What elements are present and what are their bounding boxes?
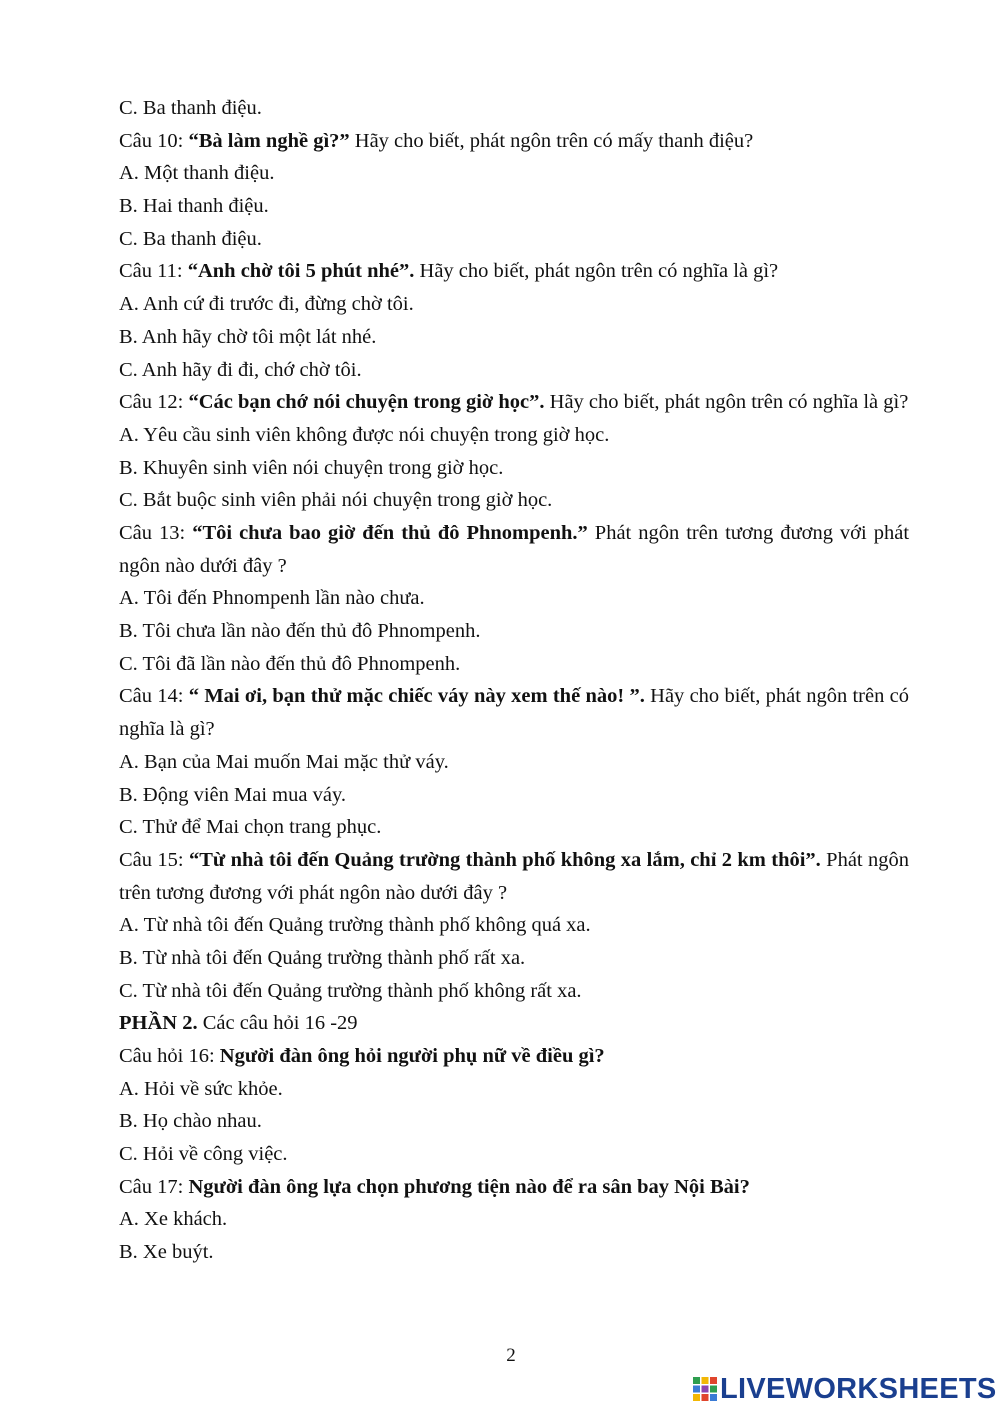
liveworksheets-logo-icon bbox=[692, 1376, 718, 1402]
text-line-q10a bbox=[119, 157, 909, 190]
text-span: A. Từ nhà tôi đến Quảng trường thành phố không quá xa. bbox=[119, 914, 591, 937]
text-span: A. Bạn của Mai muốn Mai mặc thử váy. bbox=[119, 750, 449, 773]
text-line-q16c bbox=[119, 1138, 909, 1171]
text-line-q17 bbox=[119, 1171, 909, 1204]
text-line-q12b bbox=[119, 452, 909, 485]
text-line-q12a bbox=[119, 419, 909, 452]
text-span: Phát ngôn trên tương đương với phát ngôn nào dưới đây ? bbox=[119, 521, 910, 577]
text-line-q10b bbox=[119, 190, 909, 223]
text-span: B. Xe buýt. bbox=[119, 1241, 214, 1264]
text-span: B. Động viên Mai mua váy. bbox=[119, 783, 346, 806]
text-span: A. Một thanh điệu. bbox=[119, 162, 275, 185]
text-span: Hãy cho biết, phát ngôn trên có nghĩa là gì? bbox=[119, 685, 909, 741]
text-line-q10 bbox=[119, 125, 909, 158]
text-span: B. Họ chào nhau. bbox=[119, 1110, 262, 1133]
text-span: Hãy cho biết, phát ngôn trên có nghĩa là gì? bbox=[414, 260, 779, 283]
text-span: PHẦN 2. bbox=[119, 1012, 198, 1035]
text-span: “ Mai ơi, bạn thử mặc chiếc váy này xem thế nào! ”. bbox=[188, 685, 645, 708]
text-span: C. Tôi đã lần nào đến thủ đô Phnompenh. bbox=[119, 652, 461, 675]
text-line-q15b bbox=[119, 942, 909, 975]
text-span: Người đàn ông lựa chọn phương tiện nào để ra sân bay Nội Bài? bbox=[188, 1175, 750, 1198]
text-line-q14a bbox=[119, 746, 909, 779]
text-span: Câu 10: bbox=[119, 129, 189, 152]
text-span: Câu 13: bbox=[119, 521, 193, 544]
text-span: A. Hỏi về sức khỏe. bbox=[119, 1077, 283, 1100]
text-span: Các câu hỏi 16 -29 bbox=[197, 1012, 358, 1035]
text-line-q12 bbox=[119, 386, 909, 419]
text-span: “Từ nhà tôi đến Quảng trường thành phố không xa lắm, chỉ 2 km thôi”. bbox=[188, 848, 821, 871]
text-span: B. Khuyên sinh viên nói chuyện trong giờ học. bbox=[119, 456, 504, 479]
text-line-q14 bbox=[119, 680, 909, 745]
text-line-q10c bbox=[119, 223, 909, 256]
text-line-q11b bbox=[119, 321, 909, 354]
text-span: C. Thử để Mai chọn trang phục. bbox=[119, 816, 382, 839]
text-line-q13b bbox=[119, 615, 909, 648]
text-span: B. Hai thanh điệu. bbox=[119, 195, 269, 218]
text-line-q16a bbox=[119, 1073, 909, 1106]
text-span: Câu 12: bbox=[119, 391, 189, 414]
text-line-q13 bbox=[119, 517, 909, 582]
text-span: “Bà làm nghề gì?” bbox=[188, 129, 350, 152]
text-span: Câu 15: bbox=[119, 848, 189, 871]
text-span: B. Từ nhà tôi đến Quảng trường thành phố rất xa. bbox=[119, 946, 526, 969]
text-span: A. Anh cứ đi trước đi, đừng chờ tôi. bbox=[119, 293, 414, 316]
text-line-q11a bbox=[119, 288, 909, 321]
text-line-q17b bbox=[119, 1236, 909, 1269]
text-span: C. Ba thanh điệu. bbox=[119, 227, 262, 250]
text-span: Hãy cho biết, phát ngôn trên có nghĩa là gì? bbox=[544, 391, 909, 414]
text-line-l1 bbox=[119, 92, 909, 125]
text-span: Câu 17: bbox=[119, 1175, 189, 1198]
text-span: Hãy cho biết, phát ngôn trên có mấy thanh điệu? bbox=[349, 129, 754, 152]
text-span: “Các bạn chớ nói chuyện trong giờ học”. bbox=[188, 391, 545, 414]
text-line-q17a bbox=[119, 1203, 909, 1236]
text-span: C. Hỏi về công việc. bbox=[119, 1143, 288, 1166]
text-span: C. Anh hãy đi đi, chớ chờ tôi. bbox=[119, 358, 362, 381]
text-span: C. Từ nhà tôi đến Quảng trường thành phố không rất xa. bbox=[119, 979, 582, 1002]
text-line-q15a bbox=[119, 909, 909, 942]
text-span: “Tôi chưa bao giờ đến thủ đô Phnompenh.” bbox=[192, 521, 588, 544]
text-span: B. Anh hãy chờ tôi một lát nhé. bbox=[119, 325, 377, 348]
text-line-q11 bbox=[119, 255, 909, 288]
text-span: A. Yêu cầu sinh viên không được nói chuyện trong giờ học. bbox=[119, 423, 610, 446]
text-span: Câu 11: bbox=[119, 260, 188, 283]
text-line-q14c bbox=[119, 811, 909, 844]
text-span: Phát ngôn trên tương đương với phát ngôn nào dưới đây ? bbox=[119, 848, 909, 904]
text-span: C. Bắt buộc sinh viên phải nói chuyện trong giờ học. bbox=[119, 489, 553, 512]
text-span: Người đàn ông hỏi người phụ nữ về điều gì? bbox=[219, 1045, 605, 1068]
text-line-q12c bbox=[119, 484, 909, 517]
brand-name: LIVEWORKSHEETS bbox=[720, 1373, 997, 1405]
text-line-q15c bbox=[119, 975, 909, 1008]
document-body bbox=[119, 92, 909, 1269]
text-span: A. Xe khách. bbox=[119, 1208, 228, 1231]
text-span: Câu hỏi 16: bbox=[119, 1045, 220, 1068]
page-number: 2 bbox=[506, 1345, 516, 1366]
text-span: A. Tôi đến Phnompenh lần nào chưa. bbox=[119, 587, 425, 610]
text-line-q16 bbox=[119, 1040, 909, 1073]
text-line-q14b bbox=[119, 779, 909, 812]
text-line-q11c bbox=[119, 354, 909, 387]
text-line-part2 bbox=[119, 1007, 909, 1040]
text-line-q16b bbox=[119, 1105, 909, 1138]
liveworksheets-logo[interactable] bbox=[692, 1374, 997, 1404]
text-line-q13c bbox=[119, 648, 909, 681]
text-line-q13a bbox=[119, 582, 909, 615]
text-line-q15 bbox=[119, 844, 909, 909]
text-span: B. Tôi chưa lần nào đến thủ đô Phnompenh. bbox=[119, 620, 481, 643]
text-span: Câu 14: bbox=[119, 685, 189, 708]
text-span: “Anh chờ tôi 5 phút nhé”. bbox=[187, 260, 415, 283]
text-span: C. Ba thanh điệu. bbox=[119, 97, 262, 119]
